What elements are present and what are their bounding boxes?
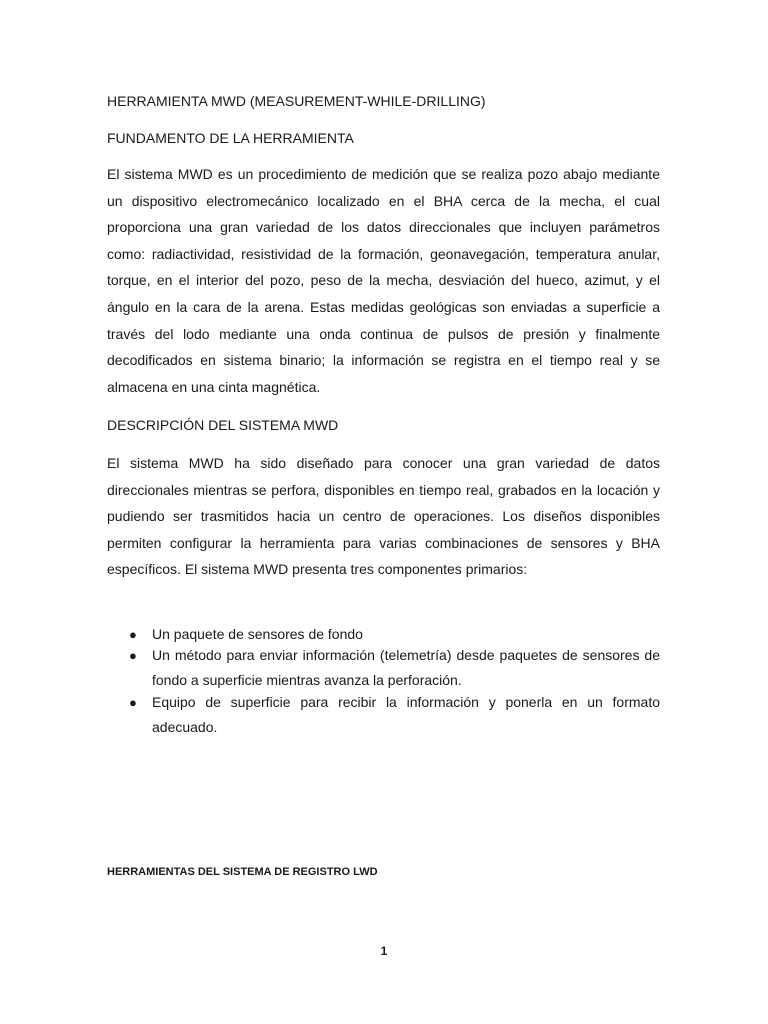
paragraph-fundamento: El sistema MWD es un procedimiento de medición que se realiza pozo abajo mediante un dispositivo electromecánico localizado en el BHA cerca de la mecha, el cual proporciona una gran variedad de los datos direccionales que incluyen parámetros como: radiactividad, resistividad de la formación, geonavegación, temperatura anular, torque, en el interior del pozo, peso de la mecha, desviación del hueco, azimut, y el ángulo en la cara de la arena. Estas medidas geológicas son enviadas a superficie a través del lodo mediante una onda continua de pulsos de presión y finalmente decodificados en sistema binario; la información se registra en el tiempo real y se almacena en una cinta magnética. <box>107 166 660 395</box>
list-item-text: Un método para enviar información (telemetría) desde paquetes de sensores de fondo a superficie mientras avanza la perforación. <box>152 647 660 688</box>
document-title: HERRAMIENTA MWD (MEASUREMENT-WHILE-DRILLING) <box>107 93 486 109</box>
list-item-text: Equipo de superficie para recibir la información y ponerla en un formato adecuado. <box>152 694 660 735</box>
list-item <box>107 690 660 740</box>
components-list <box>107 622 660 740</box>
bullet-icon: ● <box>129 627 137 642</box>
list-item <box>107 643 660 693</box>
paragraph-descripcion: El sistema MWD ha sido diseñado para conocer una gran variedad de datos direccionales mientras se perfora, disponibles en tiempo real, grabados en la locación y pudiendo ser trasmitidos hacia un centro de operaciones. Los diseños disponibles permiten configurar la herramienta para varias combinaciones de sensores y BHA específicos. El sistema MWD presenta tres componentes primarios: <box>107 455 660 578</box>
section-heading-lwd: HERRAMIENTAS DEL SISTEMA DE REGISTRO LWD <box>107 866 378 878</box>
list-item-text: Un paquete de sensores de fondo <box>152 626 363 642</box>
page-number: 1 <box>380 944 388 958</box>
section-heading-descripcion: DESCRIPCIÓN DEL SISTEMA MWD <box>107 417 339 433</box>
bullet-icon: ● <box>129 648 137 663</box>
section-heading-fundamento: FUNDAMENTO DE LA HERRAMIENTA <box>107 130 354 146</box>
bullet-icon: ● <box>129 695 137 710</box>
